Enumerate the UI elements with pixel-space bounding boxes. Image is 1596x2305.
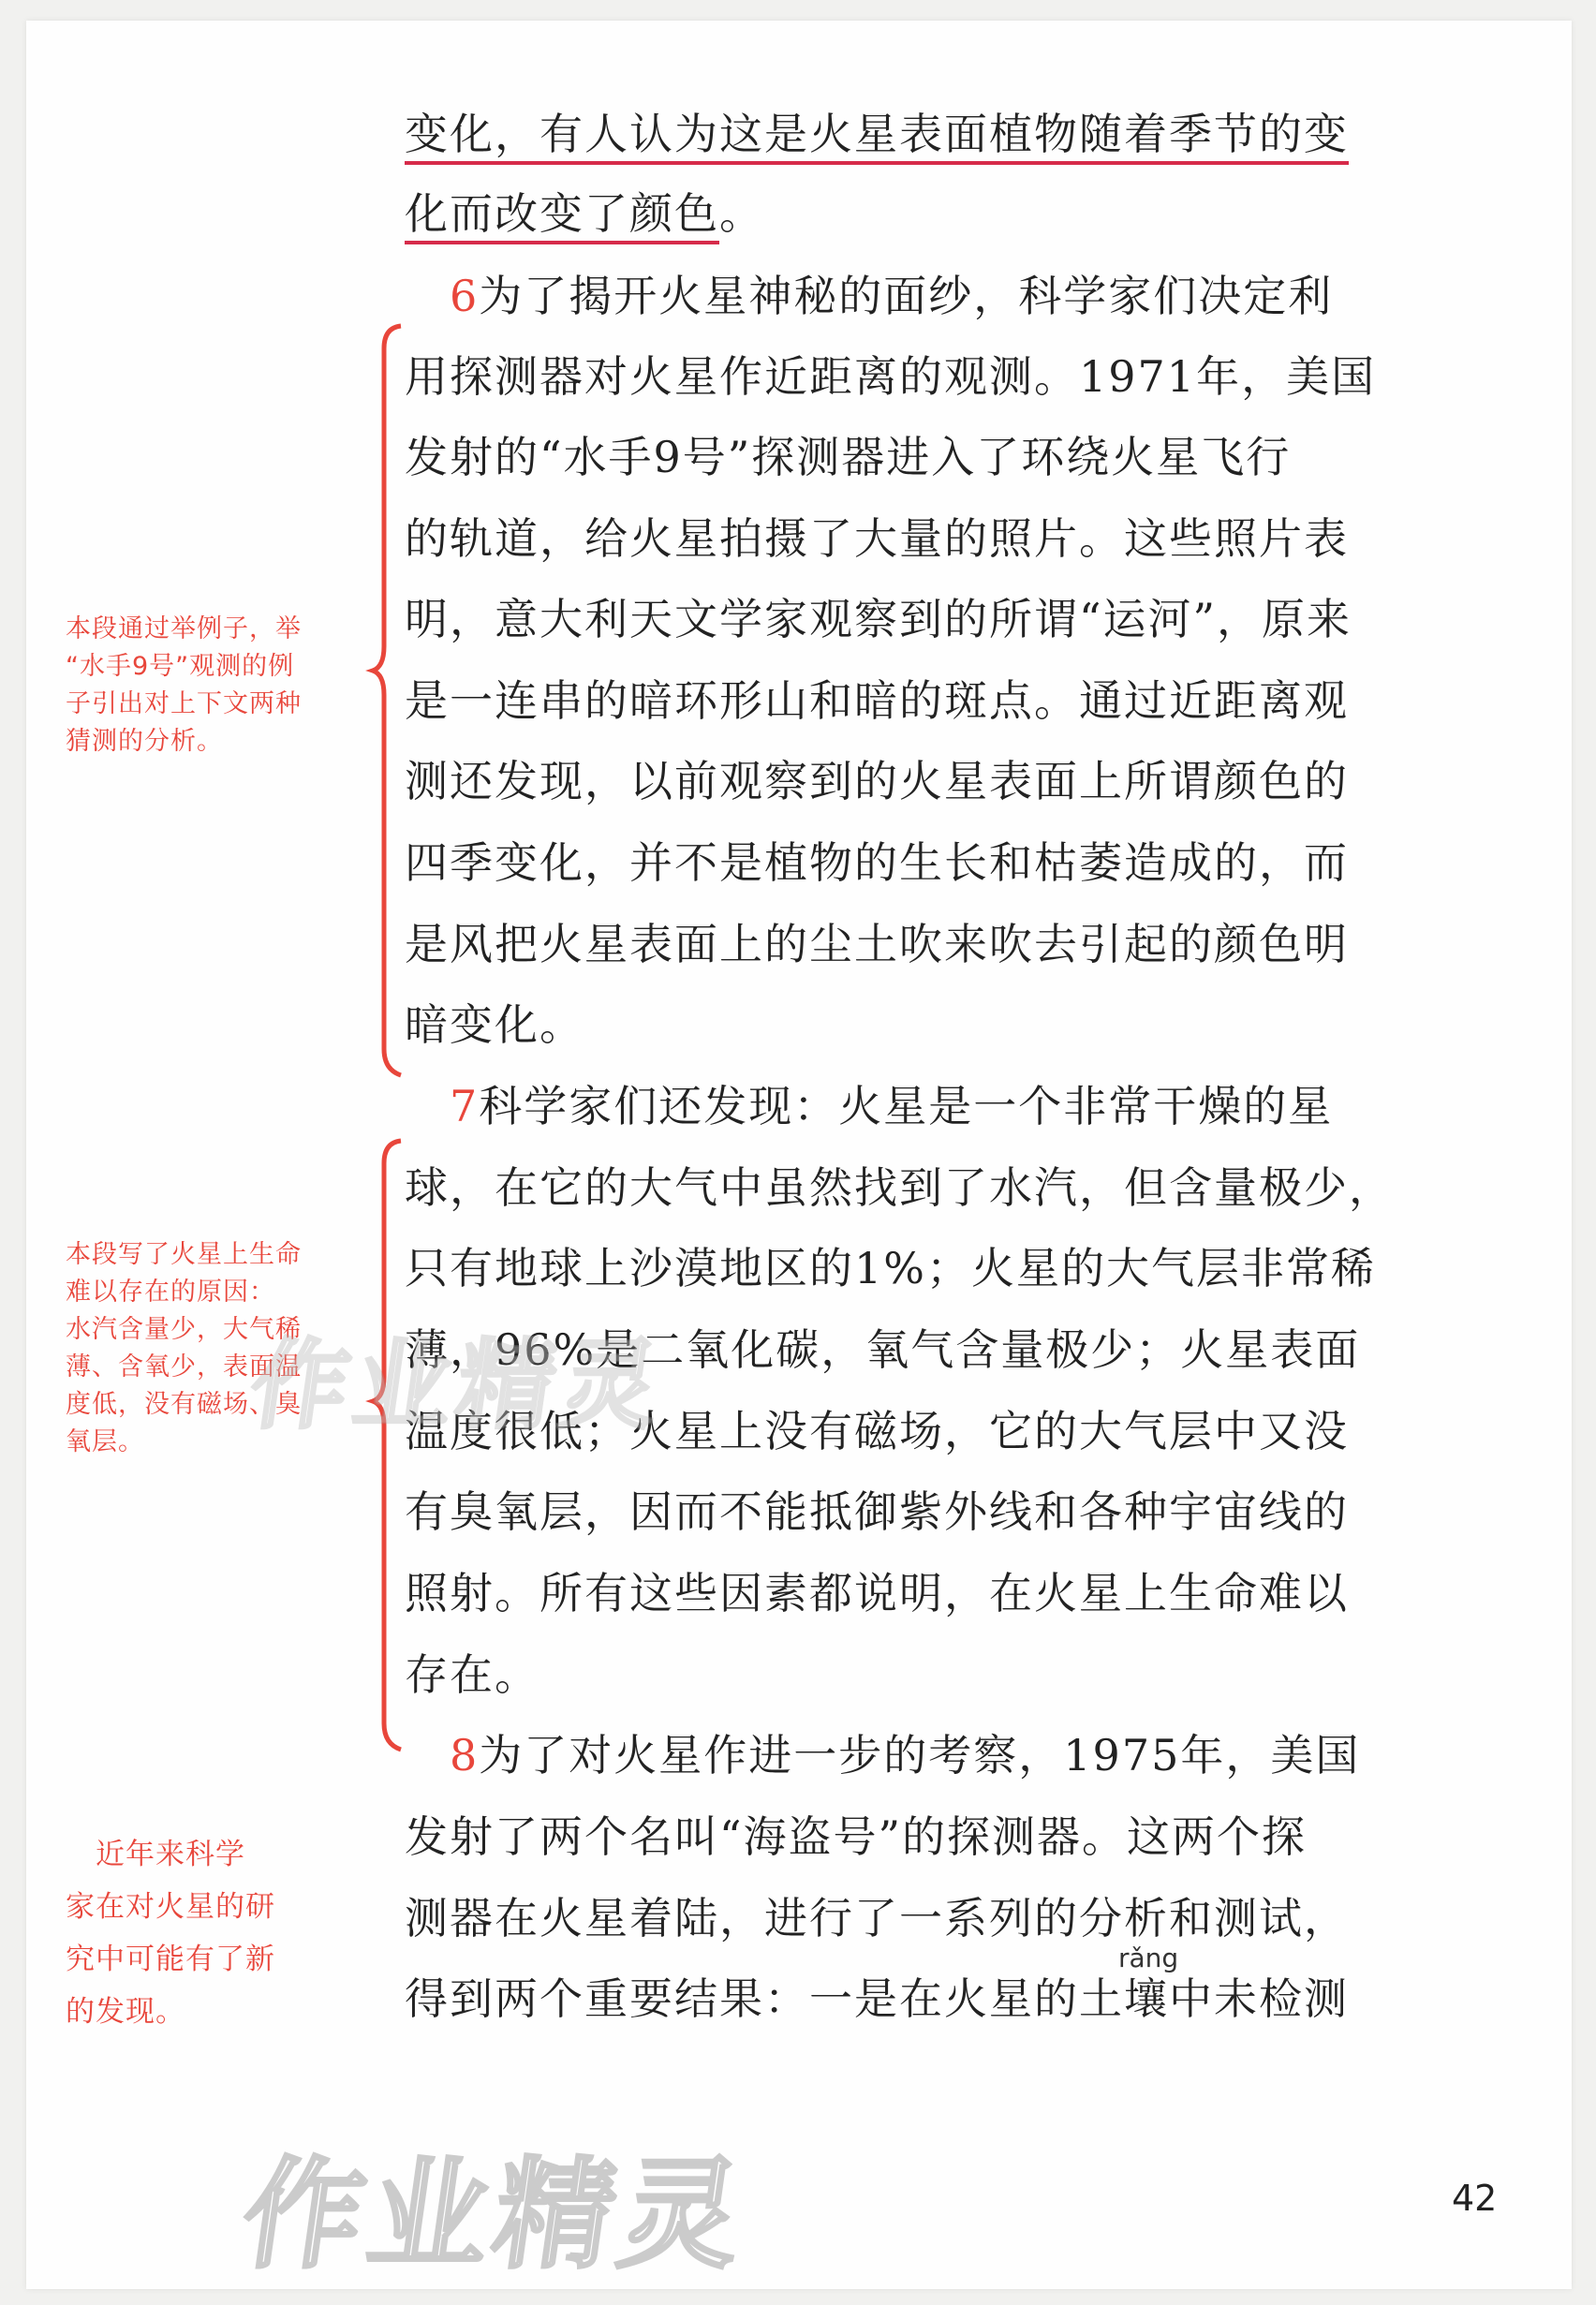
underlined-text: 化而改变了颜色 — [405, 188, 719, 244]
text-line — [405, 431, 1426, 483]
paragraph-number: 7 — [450, 1081, 480, 1131]
text-segment: 薄，96%是二氧化碳，氧气含量极少；火星表面 — [405, 1324, 1361, 1375]
text-line — [405, 998, 1426, 1051]
text-segment — [405, 1730, 450, 1780]
text-segment: 。 — [719, 188, 764, 239]
text-line — [405, 270, 1426, 322]
text-segment: 温度很低；火星上没有磁场，它的大气层中又没 — [405, 1406, 1349, 1456]
text-line — [405, 674, 1426, 727]
text-segment: 测器在火星着陆，进行了一系列的分析和测试， — [405, 1893, 1349, 1943]
text-segment: 用探测器对火星作近距离的观测。1971年，美国 — [405, 351, 1377, 402]
text-segment: 是一连串的暗环形山和暗的斑点。通过近距离观 — [405, 675, 1349, 726]
text-segment: 球，在它的大气中虽然找到了水汽，但含量极少， — [405, 1162, 1394, 1213]
text-line — [405, 350, 1426, 403]
margin-note-paragraph-6 — [66, 611, 302, 761]
note-line: 薄、含氧少，表面温 — [66, 1352, 302, 1382]
note-line: 氧层。 — [66, 1427, 144, 1456]
text-line — [405, 512, 1426, 565]
note-line: 水汽含量少，大气稀 — [66, 1315, 302, 1344]
margin-note-paragraph-8 — [66, 1828, 275, 2038]
text-line — [405, 1567, 1426, 1619]
text-line — [405, 1648, 1426, 1701]
text-segment: 的轨道，给火星拍摄了大量的照片。这些照片表 — [405, 513, 1349, 564]
ruby-char: rǎng 壤 — [1118, 1943, 1179, 2024]
text-line — [405, 1810, 1426, 1863]
note-line: 猜测的分析。 — [66, 727, 223, 756]
pinyin-annotation: rǎng — [1118, 1943, 1179, 1973]
text-segment: 发射了两个名叫“海盗号”的探测器。这两个探 — [405, 1811, 1308, 1862]
text-segment: 中未检测 — [1169, 1973, 1349, 2024]
paragraph-number: 8 — [450, 1730, 480, 1780]
text-segment: 测还发现，以前观察到的火星表面上所谓颜色的 — [405, 756, 1349, 806]
note-line: “水手9号”观测的例 — [66, 652, 295, 681]
text-segment: 四季变化，并不是植物的生长和枯萎造成的，而 — [405, 837, 1349, 888]
text-line — [405, 918, 1426, 970]
text-segment: 暗变化。 — [405, 999, 584, 1050]
note-line: 难以存在的原因： — [66, 1278, 275, 1307]
note-line: 本段写了火星上生命 — [66, 1240, 302, 1269]
text-segment: 照射。所有这些因素都说明，在火星上生命难以 — [405, 1568, 1349, 1618]
note-line: 家在对火星的研 — [66, 1890, 275, 1924]
text-line — [405, 1080, 1426, 1132]
underlined-text: 变化，有人认为这是火星表面植物随着季节的变 — [405, 109, 1349, 165]
text-segment — [405, 271, 450, 321]
watermark-bottom: 作业精灵 — [233, 2146, 756, 2285]
text-line — [405, 836, 1426, 889]
text-line — [405, 1729, 1426, 1781]
note-line: 本段通过举例子，举 — [66, 614, 302, 643]
note-line: 度低，没有磁场、臭 — [66, 1390, 302, 1419]
text-segment: 科学家们还发现：火星是一个非常干燥的星 — [479, 1081, 1334, 1131]
text-segment: 发射的“水手9号”探测器进入了环绕火星飞行 — [405, 432, 1292, 482]
text-line — [405, 108, 1426, 160]
text-segment: 明，意大利天文学家观察到的所谓“运河”，原来 — [405, 594, 1352, 644]
note-line: 的发现。 — [66, 1995, 185, 2029]
text-segment: 得到两个重要结果：一是在火星的土 — [405, 1973, 1124, 2024]
text-segment: 是风把火星表面上的尘土吹来吹去引起的颜色明 — [405, 919, 1349, 969]
note-line: 究中可能有了新 — [66, 1943, 275, 1976]
text-segment: 为了揭开火星神秘的面纱，科学家们决定利 — [479, 271, 1334, 321]
text-segment: 为了对火星作进一步的考察，1975年，美国 — [479, 1730, 1361, 1780]
text-line — [405, 1892, 1426, 1944]
text-segment — [405, 1081, 450, 1131]
text-line — [405, 755, 1426, 807]
text-segment: 只有地球上沙漠地区的1%；火星的大气层非常稀 — [405, 1243, 1376, 1293]
text-line — [405, 1242, 1426, 1294]
text-line — [405, 1161, 1426, 1214]
text-segment: 有臭氧层，因而不能抵御紫外线和各种宇宙线的 — [405, 1486, 1349, 1537]
text-line — [405, 1943, 1426, 2025]
note-line: 近年来科学 — [66, 1838, 245, 1871]
text-line — [405, 593, 1426, 645]
page-number: 42 — [1452, 2178, 1498, 2219]
note-line: 子引出对上下文两种 — [66, 689, 302, 718]
watermark: 作业精灵 — [244, 1328, 672, 1442]
paragraph-number: 6 — [450, 271, 480, 321]
text-line — [405, 1485, 1426, 1538]
text-line — [405, 187, 1426, 240]
text-segment: 存在。 — [405, 1649, 539, 1700]
